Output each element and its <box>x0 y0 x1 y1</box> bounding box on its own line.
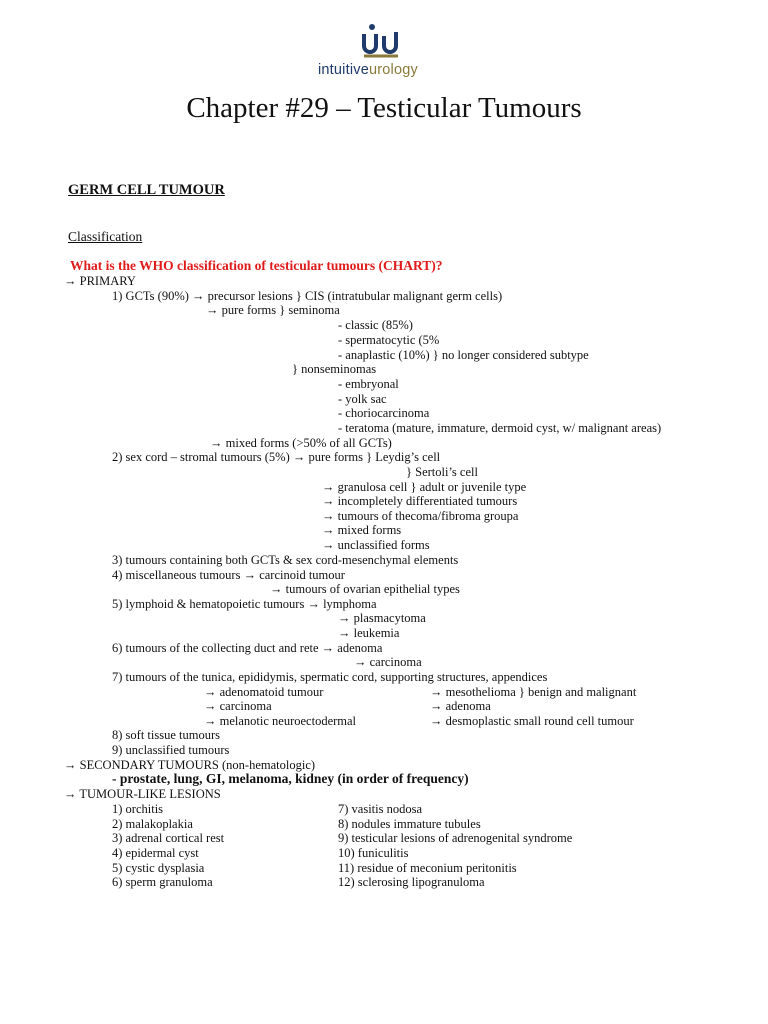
outline-line: → plasmacytoma <box>338 611 426 625</box>
outline-line: 9) unclassified tumours <box>112 743 230 757</box>
logo-mark-icon <box>360 24 400 60</box>
outline-line: → granulosa cell } adult or juvenile type <box>322 480 527 494</box>
outline-line: → adenoma <box>430 699 491 713</box>
outline-line: → tumours of thecoma/fibroma groupa <box>322 509 519 523</box>
outline-line: → incompletely differentiated tumours <box>322 494 518 508</box>
outline-line: 5) cystic dysplasia <box>112 861 205 875</box>
outline-line: 7) vasitis nodosa <box>338 802 423 816</box>
outline-line: → tumours of ovarian epithelial types <box>270 582 460 596</box>
outline-line: 10) funiculitis <box>338 846 409 860</box>
outline-line: → unclassified forms <box>322 538 430 552</box>
outline-line: - anaplastic (10%) } no longer considered subtype <box>338 348 589 362</box>
outline-line: → pure forms } seminoma <box>206 303 340 317</box>
brand-logo <box>318 20 458 84</box>
logo-wordmark <box>318 62 418 78</box>
outline-line: → carcinoma <box>354 655 422 669</box>
outline-line: → mesothelioma } benign and malignant <box>430 685 637 699</box>
outline-line: - choriocarcinoma <box>338 406 430 420</box>
question-heading: What is the WHO classification of testicular tumours (CHART)? <box>70 258 443 273</box>
outline-line: 7) tumours of the tunica, epididymis, spermatic cord, supporting structures, appendices <box>112 670 548 684</box>
outline-line: 6) sperm granuloma <box>112 875 213 889</box>
outline-line: 6) tumours of the collecting duct and rete → adenoma <box>112 641 383 655</box>
outline-line: 2) malakoplakia <box>112 817 193 831</box>
outline-line: → leukemia <box>338 626 400 640</box>
outline-line: 8) soft tissue tumours <box>112 728 220 742</box>
logo-word-1: intuitive <box>318 62 369 78</box>
outline-line: → SECONDARY TUMOURS (non-hematologic) <box>64 758 316 772</box>
outline-line: 9) testicular lesions of adrenogenital syndrome <box>338 831 573 845</box>
outline-line: → mixed forms <box>322 523 402 537</box>
outline-line: 1) orchitis <box>112 802 164 816</box>
outline-line: 4) epidermal cyst <box>112 846 199 860</box>
outline-line: → melanotic neuroectodermal <box>204 714 357 728</box>
outline-line: - teratoma (mature, immature, dermoid cyst, w/ malignant areas) <box>338 421 662 435</box>
outline-line: - spermatocytic (5% <box>338 333 440 347</box>
outline-line: 3) adrenal cortical rest <box>112 831 225 845</box>
outline-line: 5) lymphoid & hematopoietic tumours → lymphoma <box>112 597 377 611</box>
outline-line: - classic (85%) <box>338 318 413 332</box>
page-title: Chapter #29 – Testicular Tumours <box>186 92 582 124</box>
outline-line: 2) sex cord – stromal tumours (5%) → pure forms } Leydig’s cell <box>112 450 441 464</box>
outline-line: → desmoplastic small round cell tumour <box>430 714 634 728</box>
outline-line: → mixed forms (>50% of all GCTs) <box>210 436 392 450</box>
outline-line: 4) miscellaneous tumours → carcinoid tumour <box>112 568 345 582</box>
outline-line: 3) tumours containing both GCTs & sex cord-mesenchymal elements <box>112 553 459 567</box>
subsection-heading: Classification <box>68 229 143 244</box>
outline-line: - embryonal <box>338 377 399 391</box>
outline-line: } nonseminomas <box>292 362 377 376</box>
outline-line: → PRIMARY <box>64 274 136 288</box>
logo-word-2: urology <box>368 62 418 78</box>
outline-line: → TUMOUR-LIKE LESIONS <box>64 787 221 801</box>
outline-line: 12) sclerosing lipogranuloma <box>338 875 485 889</box>
outline-line: 8) nodules immature tubules <box>338 817 481 831</box>
outline-line: - prostate, lung, GI, melanoma, kidney (in order of frequency) <box>112 771 469 786</box>
outline-line: 11) residue of meconium peritonitis <box>338 861 517 875</box>
outline-line: - yolk sac <box>338 392 387 406</box>
outline-line: → carcinoma <box>204 699 272 713</box>
outline-line: } Sertoli’s cell <box>406 465 478 479</box>
outline-line: → adenomatoid tumour <box>204 685 324 699</box>
outline-line: 1) GCTs (90%) → precursor lesions } CIS (intratubular malignant germ cells) <box>112 289 503 303</box>
section-heading: GERM CELL TUMOUR <box>68 182 225 198</box>
